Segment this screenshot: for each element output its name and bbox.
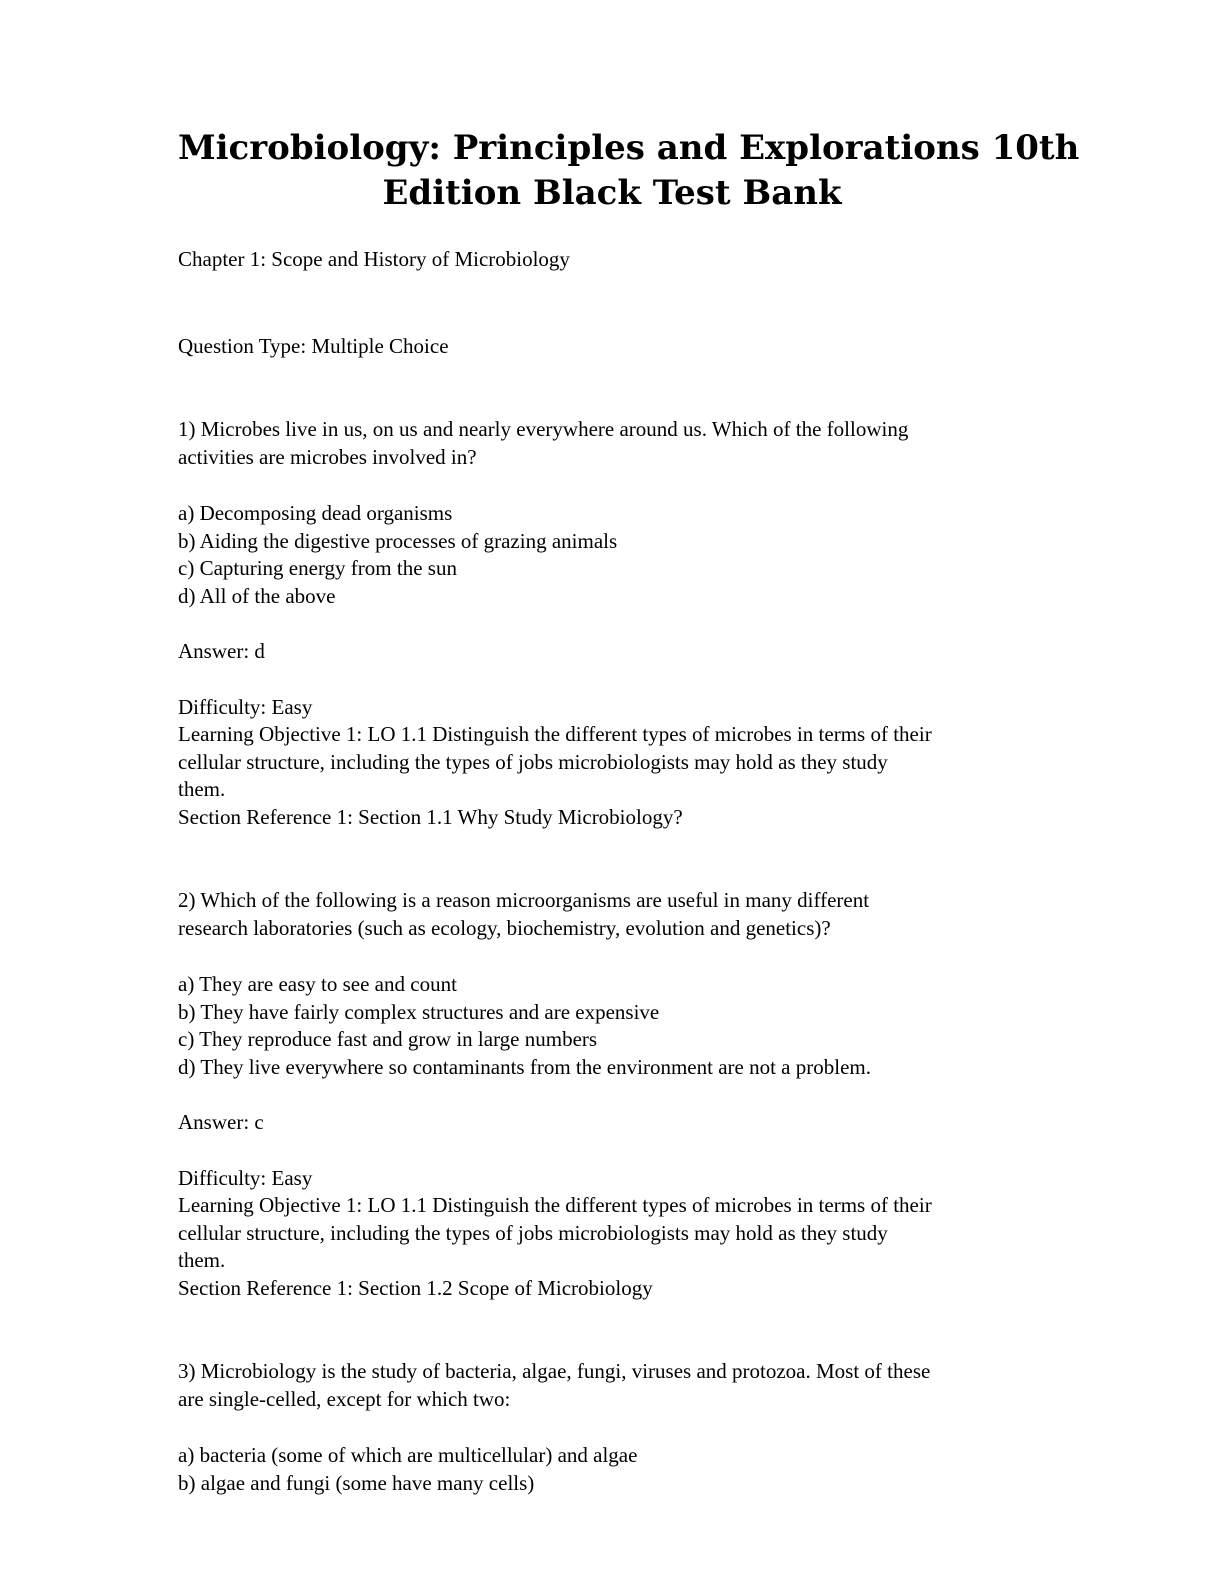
question-1-options bbox=[178, 500, 1046, 610]
question-3-stem-line-2: are single-celled, except for which two: bbox=[178, 1386, 511, 1411]
question-2-metadata bbox=[178, 1165, 1046, 1303]
question-3-option-a: a) bacteria (some of which are multicellular) and algae bbox=[178, 1443, 638, 1467]
question-1-option-b: b) Aiding the digestive processes of grazing animals bbox=[178, 528, 618, 553]
question-2-stem-line-1: 2) Which of the following is a reason microorganisms are useful in many different bbox=[178, 888, 870, 912]
question-2-learning-objective-line-3: them. bbox=[178, 1248, 226, 1272]
question-2-option-b: b) They have fairly complex structures and are expensive bbox=[178, 999, 660, 1024]
question-1-answer: Answer: d bbox=[178, 639, 265, 663]
question-2-option-d: d) They live everywhere so contaminants from the environment are not a problem. bbox=[178, 1054, 871, 1079]
question-3-options bbox=[178, 1442, 1046, 1497]
question-1-stem bbox=[178, 416, 1046, 471]
question-2-options bbox=[178, 971, 1046, 1081]
question-1 bbox=[178, 416, 1046, 831]
question-1-stem-line-2: activities are microbes involved in? bbox=[178, 444, 477, 469]
chapter-heading: Chapter 1: Scope and History of Microbiology bbox=[178, 247, 570, 271]
question-2-section-reference: Section Reference 1: Section 1.2 Scope of Microbiology bbox=[178, 1275, 653, 1300]
question-1-stem-line-1: 1) Microbes live in us, on us and nearly everywhere around us. Which of the following bbox=[178, 417, 909, 441]
question-2-option-a: a) They are easy to see and count bbox=[178, 972, 457, 996]
question-2 bbox=[178, 887, 1046, 1302]
question-2-stem bbox=[178, 887, 1046, 942]
question-3 bbox=[178, 1358, 1046, 1497]
question-2-answer: Answer: c bbox=[178, 1110, 264, 1134]
question-1-learning-objective-line-2: cellular structure, including the types of jobs microbiologists may hold as they study bbox=[178, 749, 888, 774]
question-1-metadata bbox=[178, 694, 1046, 832]
document-title-line-2: Edition Black Test Bank bbox=[382, 173, 842, 213]
question-1-option-d: d) All of the above bbox=[178, 583, 336, 608]
question-2-stem-line-2: research laboratories (such as ecology, biochemistry, evolution and genetics)? bbox=[178, 915, 831, 940]
question-3-option-b: b) algae and fungi (some have many cells) bbox=[178, 1470, 535, 1495]
question-1-difficulty: Difficulty: Easy bbox=[178, 694, 313, 719]
question-1-option-c: c) Capturing energy from the sun bbox=[178, 556, 457, 580]
question-1-learning-objective-line-3: them. bbox=[178, 777, 226, 801]
question-1-option-a: a) Decomposing dead organisms bbox=[178, 501, 453, 525]
question-3-stem-line-1: 3) Microbiology is the study of bacteria, algae, fungi, viruses and protozoa. Most of these bbox=[178, 1359, 931, 1383]
question-2-learning-objective-line-1: Learning Objective 1: LO 1.1 Distinguish the different types of microbes in terms of their bbox=[178, 1193, 932, 1217]
question-3-stem bbox=[178, 1358, 1046, 1413]
question-1-learning-objective-line-1: Learning Objective 1: LO 1.1 Distinguish the different types of microbes in terms of their bbox=[178, 722, 932, 746]
question-2-learning-objective-line-2: cellular structure, including the types of jobs microbiologists may hold as they study bbox=[178, 1220, 888, 1245]
question-1-section-reference: Section Reference 1: Section 1.1 Why Study Microbiology? bbox=[178, 804, 683, 829]
document-title-line-1: Microbiology: Principles and Explorations 10th bbox=[178, 128, 1080, 168]
document-title bbox=[178, 126, 1080, 216]
question-2-option-c: c) They reproduce fast and grow in large numbers bbox=[178, 1027, 598, 1051]
question-2-difficulty: Difficulty: Easy bbox=[178, 1165, 313, 1190]
question-type-label: Question Type: Multiple Choice bbox=[178, 333, 449, 358]
